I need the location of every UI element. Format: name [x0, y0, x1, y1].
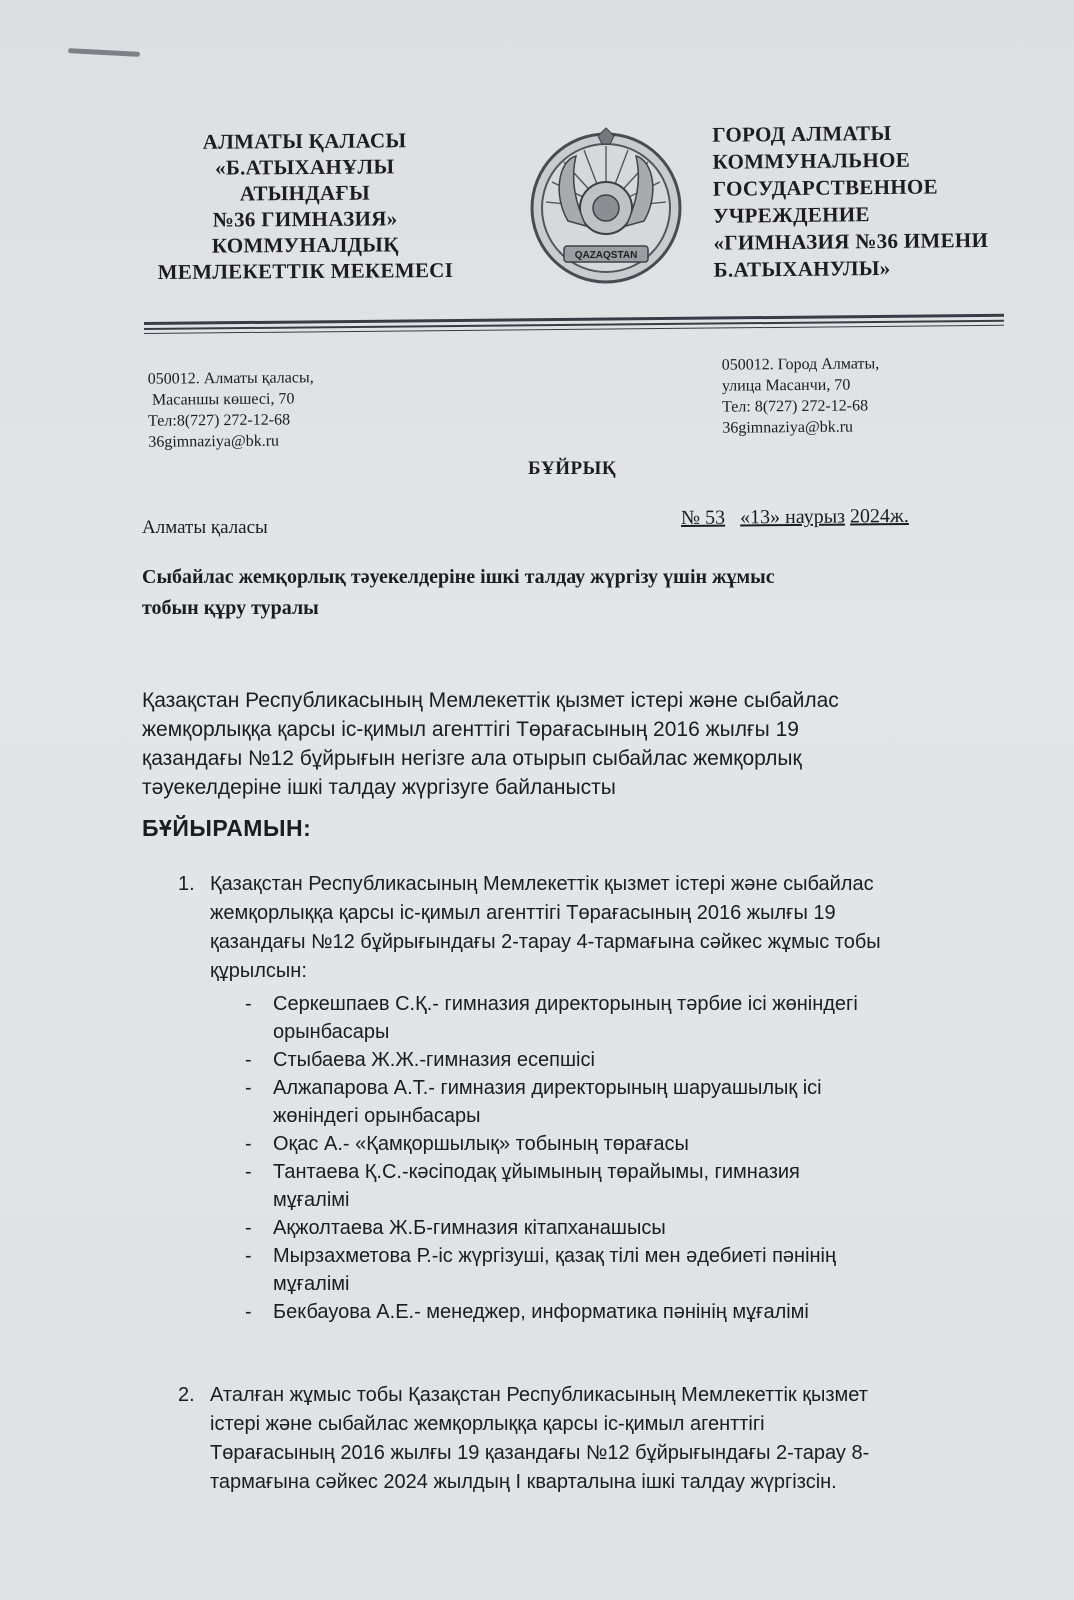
- header-left-line: АЛМАТЫ ҚАЛАСЫ: [202, 128, 407, 154]
- subject-line: тобын құру туралы: [142, 597, 319, 619]
- header-left-line: КОММУНАЛДЫҚ: [211, 232, 399, 258]
- header-right-line: УЧРЕЖДЕНИЕ: [713, 202, 870, 228]
- document-number: № 53: [680, 506, 726, 529]
- member-item: [245, 1242, 1005, 1298]
- dash-bullet: -: [245, 1217, 252, 1239]
- member-item: [245, 1046, 1005, 1074]
- list-item-line: жемқорлыққа қарсы іс-қимыл агенттігі Төрағасының 2016 жылғы 19: [210, 902, 836, 924]
- list-item-text: [210, 870, 1010, 986]
- preamble-line: тәуекелдеріне ішкі талдау жүргізуге байланысты: [142, 776, 616, 799]
- member-line: Тантаева Қ.С.-кәсіподақ ұйымының төрайымы, гимназия: [273, 1161, 800, 1183]
- member-line: Серкешпаев С.Қ.- гимназия директорының тәрбие ісі жөніндегі: [273, 993, 858, 1015]
- address-line: улица Масанчи, 70: [721, 376, 851, 395]
- list-item-line: істері және сыбайлас жемқорлыққа қарсы іс-қимыл агенттігі: [210, 1413, 765, 1435]
- document-type-title: БҰЙРЫҚ: [528, 458, 617, 479]
- preamble-line: жемқорлыққа қарсы іс-қимыл агенттігі Төрағасының 2016 жылғы 19: [142, 718, 799, 741]
- member-item: [245, 1130, 1005, 1158]
- member-item: [245, 990, 1005, 1046]
- header-right-line: Б.АТЫХАНУЛЫ»: [713, 255, 891, 282]
- preamble-line: қазандағы №12 бұйрығын негізге ала отырып сыбайлас жемқорлық: [142, 747, 802, 770]
- emblem-caption: QAZAQSTAN: [574, 250, 638, 261]
- address-line: 050012. Город Алматы,: [721, 355, 880, 374]
- document-city: Алматы қаласы: [142, 517, 268, 538]
- member-line: Мырзахметова Р.-іс жүргізуші, қазақ тілі мен әдебиеті пәнінің: [273, 1245, 837, 1267]
- member-line: мұғалімі: [273, 1189, 350, 1211]
- list-item-text: [210, 1381, 1020, 1497]
- address-line: Тел:8(727) 272-12-68: [148, 411, 291, 430]
- working-group-members: [245, 990, 1005, 1326]
- document-date-day: «13» наурыз: [739, 505, 846, 529]
- header-left-kazakh: [139, 127, 470, 285]
- dash-bullet: -: [245, 1077, 252, 1099]
- kazakhstan-emblem-icon: [528, 126, 684, 292]
- dash-bullet: -: [245, 993, 252, 1015]
- list-item-line: Аталған жұмыс тобы Қазақстан Республикасының Мемлекеттік қызмет: [210, 1384, 868, 1406]
- address-line: 36gimnaziya@bk.ru: [148, 432, 280, 451]
- document-subject: [142, 562, 1002, 624]
- address-right: [722, 353, 880, 438]
- header-left-line: «Б.АТЫХАНҰЛЫ: [215, 154, 395, 180]
- header-right-russian: [712, 118, 1054, 284]
- document-date-year: 2024ж.: [849, 505, 909, 528]
- member-line: жөніндегі орынбасары: [273, 1105, 481, 1127]
- member-item: [245, 1074, 1005, 1130]
- member-line: Оқас А.- «Қамқоршылық» тобының төрағасы: [273, 1133, 689, 1155]
- list-item-line: Қазақстан Республикасының Мемлекеттік қызмет істері және сыбайлас: [210, 873, 874, 895]
- header-left-line: №36 ГИМНАЗИЯ»: [212, 206, 398, 232]
- header-right-line: КОММУНАЛЬНОЕ: [712, 147, 911, 174]
- member-item: [245, 1298, 1005, 1326]
- list-item-number: 1.: [178, 873, 195, 895]
- dash-bullet: -: [245, 1049, 252, 1071]
- member-line: Стыбаева Ж.Ж.-гимназия есепшісі: [273, 1049, 595, 1071]
- address-line: 36gimnaziya@bk.ru: [722, 418, 854, 437]
- preamble-paragraph: [142, 686, 1012, 802]
- member-item: [245, 1214, 1005, 1242]
- header-left-line: МЕМЛЕКЕТТІК МЕКЕМЕСІ: [157, 257, 454, 285]
- member-line: мұғалімі: [273, 1273, 350, 1295]
- list-item-line: Төрағасының 2016 жылғы 19 қазандағы №12 бұйрығындағы 2-тарау 8-: [210, 1442, 870, 1464]
- header-right-line: ГОСУДАРСТВЕННОЕ: [712, 174, 938, 201]
- preamble-line: Қазақстан Республикасының Мемлекеттік қызмет істері және сыбайлас: [142, 689, 839, 712]
- address-left: [148, 367, 315, 452]
- dash-bullet: -: [245, 1161, 252, 1183]
- header-right-line: ГОРОД АЛМАТЫ: [712, 120, 892, 147]
- address-line: Масаншы көшесі, 70: [151, 390, 295, 409]
- list-item-line: тармағына сәйкес 2024 жылдың I кварталына ішкі талдау жүргізсін.: [210, 1471, 837, 1493]
- address-line: 050012. Алматы қаласы,: [147, 369, 314, 388]
- decree-heading: БҰЙЫРАМЫН:: [142, 815, 312, 841]
- dash-bullet: -: [245, 1301, 252, 1323]
- member-item: [245, 1158, 1005, 1214]
- member-line: Алжапарова А.Т.- гимназия директорының шаруашылық ісі: [273, 1077, 822, 1099]
- member-line: орынбасары: [273, 1021, 390, 1043]
- document-number-date: [681, 505, 909, 530]
- staple-mark: [68, 48, 140, 57]
- list-item-line: құрылсын:: [210, 960, 307, 982]
- dash-bullet: -: [245, 1133, 252, 1155]
- header-right-line: «ГИМНАЗИЯ №36 ИМЕНИ: [713, 227, 989, 255]
- list-item-line: қазандағы №12 бұйрығындағы 2-тарау 4-тармағына сәйкес жұмыс тобы: [210, 931, 881, 953]
- member-line: Ақжолтаева Ж.Б-гимназия кітапханашысы: [273, 1217, 666, 1239]
- address-line: Тел: 8(727) 272-12-68: [722, 397, 869, 416]
- member-line: Бекбауова А.Е.- менеджер, информатика пәнінің мұғалімі: [273, 1301, 809, 1323]
- subject-line: Сыбайлас жемқорлық тәуекелдеріне ішкі талдау жүргізу үшін жұмыс: [142, 566, 775, 588]
- dash-bullet: -: [245, 1245, 252, 1267]
- list-item-number: 2.: [178, 1384, 195, 1406]
- header-left-line: АТЫНДАҒЫ: [239, 180, 371, 206]
